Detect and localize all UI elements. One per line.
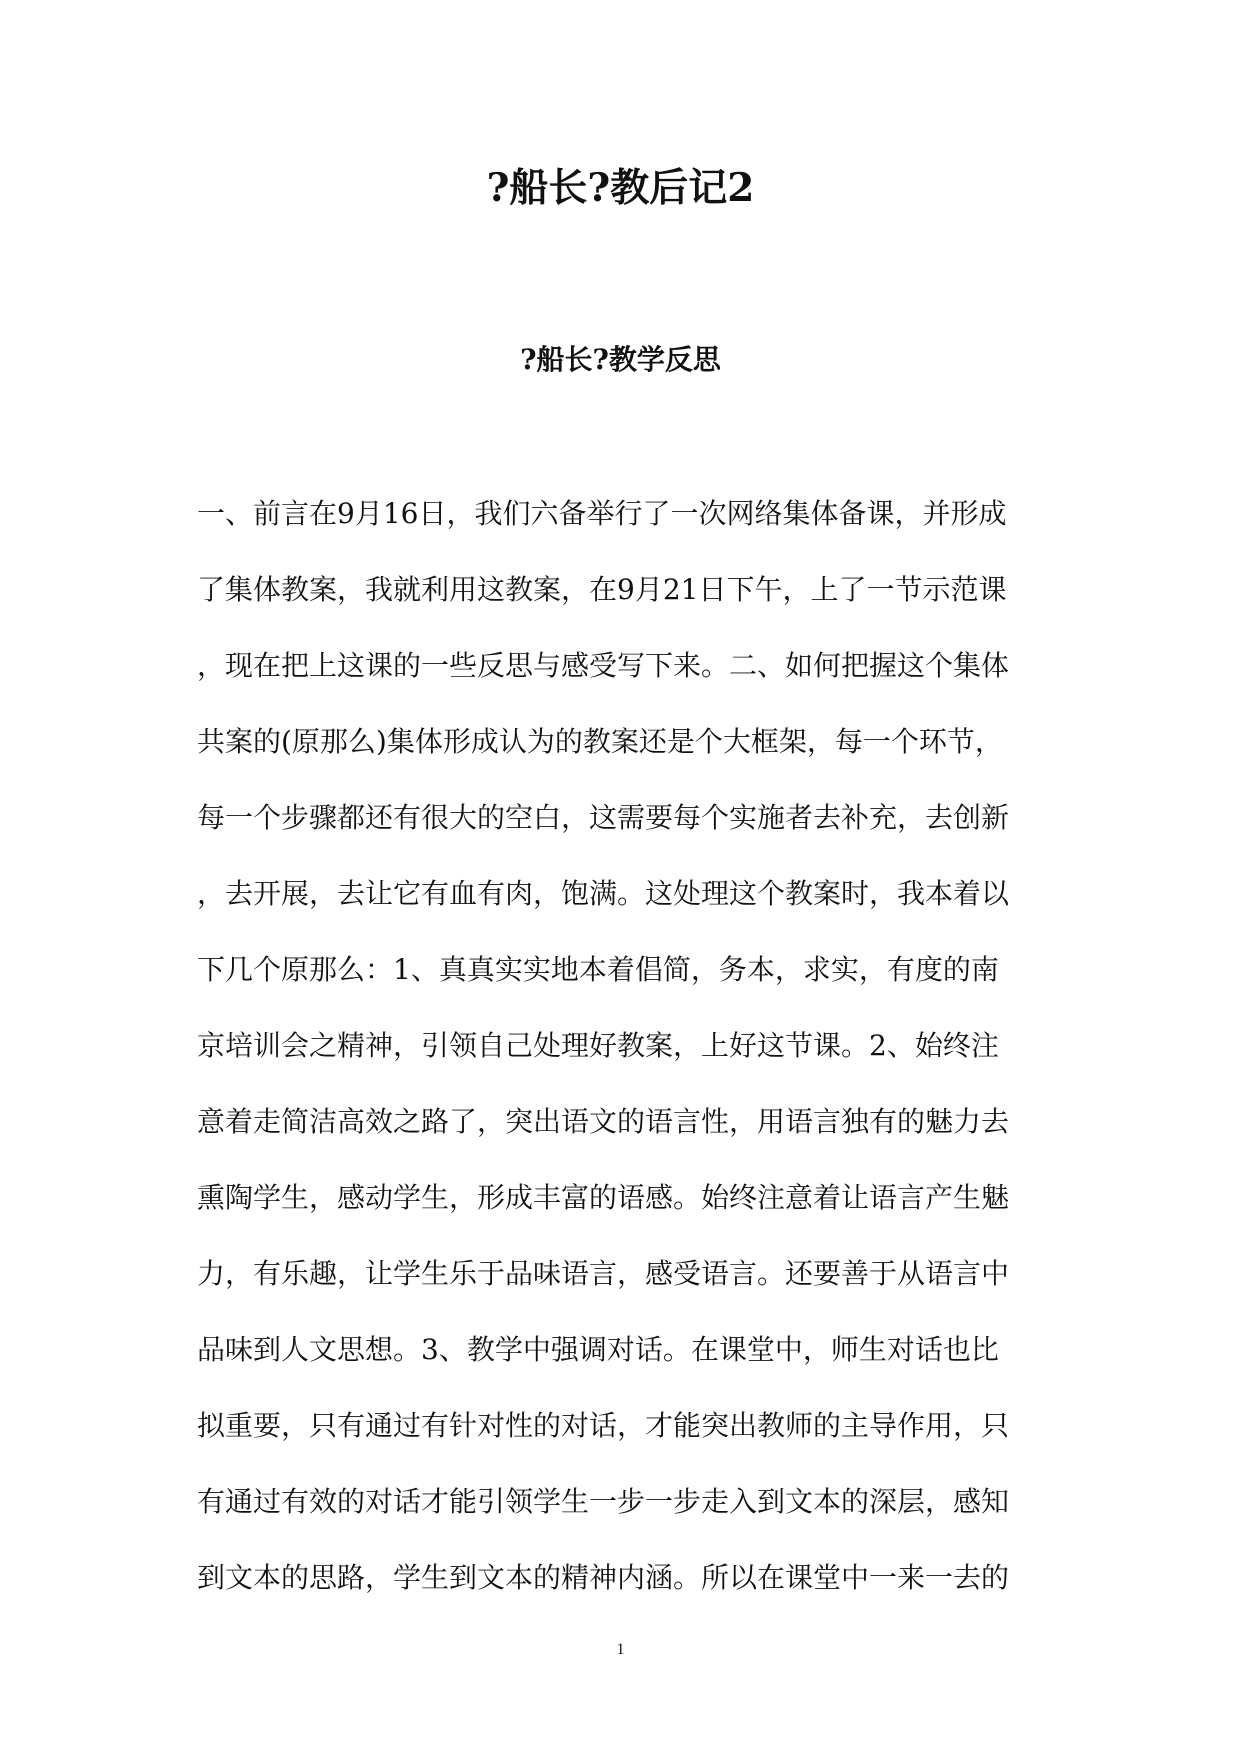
body-line: 品味到人文思想。3、教学中强调对话。在课堂中，师生对话也比 <box>197 1333 999 1366</box>
body-line: ，去开展，去让它有血有肉，饱满。这处理这个教案时，我本着以 <box>197 877 1010 910</box>
body-line: 到文本的思路，学生到文本的精神内涵。所以在课堂中一来一去的 <box>197 1561 1010 1594</box>
document-subtitle: ?船长?教学反思 <box>520 343 721 376</box>
page-number: 1 <box>616 1641 625 1658</box>
body-line: 意着走简洁高效之路了，突出语文的语言性，用语言独有的魅力去 <box>197 1105 1010 1138</box>
body-line: 下几个原那么：1、真真实实地本着倡简，务本，求实，有度的南 <box>197 953 999 986</box>
body-line: ，现在把上这课的一些反思与感受写下来。二、如何把握这个集体 <box>197 649 1010 682</box>
body-line: 力，有乐趣，让学生乐于品味语言，感受语言。还要善于从语言中 <box>197 1257 1010 1290</box>
body-line: 每一个步骤都还有很大的空白，这需要每个实施者去补充，去创新 <box>197 801 1010 834</box>
body-line: 一、前言在9月16日，我们六备举行了一次网络集体备课，并形成 <box>197 497 1007 530</box>
body-line: 了集体教案，我就利用这教案，在9月21日下午，上了一节示范课 <box>197 573 1007 606</box>
body-line: 共案的(原那么)集体形成认为的教案还是个大框架，每一个环节， <box>197 725 1003 758</box>
body-line: 熏陶学生，感动学生，形成丰富的语感。始终注意着让语言产生魅 <box>197 1181 1010 1214</box>
body-line: 京培训会之精神，引领自己处理好教案，上好这节课。2、始终注 <box>197 1029 999 1062</box>
body-line: 拟重要，只有通过有针对性的对话，才能突出教师的主导作用，只 <box>197 1409 1010 1442</box>
body-line: 有通过有效的对话才能引领学生一步一步走入到文本的深层，感知 <box>197 1485 1010 1518</box>
document-title: ?船长?教后记2 <box>486 165 755 211</box>
